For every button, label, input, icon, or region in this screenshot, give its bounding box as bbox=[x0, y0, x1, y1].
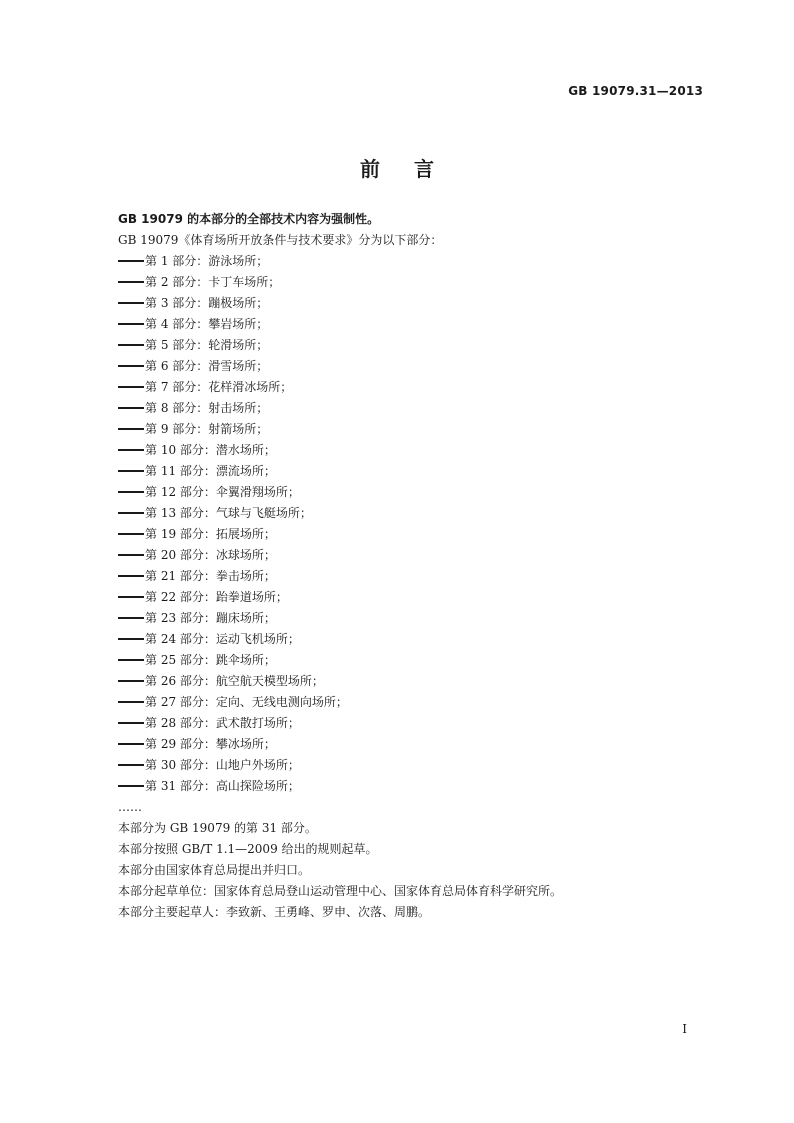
part-label: 第 2 部分：卡丁车场所； bbox=[145, 275, 281, 289]
em-dash-mark bbox=[118, 617, 144, 619]
part-label: 第 30 部分：山地户外场所； bbox=[145, 758, 300, 772]
em-dash-mark bbox=[118, 575, 144, 577]
part-list-item bbox=[118, 566, 718, 587]
part-list-item bbox=[118, 608, 718, 629]
closing-statement: 本部分为 GB 19079 的第 31 部分。 bbox=[118, 821, 317, 835]
em-dash-mark bbox=[118, 302, 144, 304]
part-label: 第 19 部分：拓展场所； bbox=[145, 527, 276, 541]
page-number: I bbox=[682, 1022, 687, 1036]
part-list-item bbox=[118, 335, 718, 356]
em-dash-mark bbox=[118, 659, 144, 661]
part-label: 第 28 部分：武术散打场所； bbox=[145, 716, 300, 730]
part-label: 第 20 部分：冰球场所； bbox=[145, 548, 276, 562]
em-dash-mark bbox=[118, 596, 144, 598]
em-dash-mark bbox=[118, 428, 144, 430]
mandatory-statement: GB 19079 的本部分的全部技术内容为强制性。 bbox=[118, 212, 380, 226]
em-dash-mark bbox=[118, 764, 144, 766]
em-dash-mark bbox=[118, 785, 144, 787]
part-label: 第 22 部分：跆拳道场所； bbox=[145, 590, 288, 604]
part-label: 第 26 部分：航空航天模型场所； bbox=[145, 674, 324, 688]
parts-list bbox=[118, 251, 718, 797]
em-dash-mark bbox=[118, 449, 144, 451]
part-label: 第 23 部分：蹦床场所； bbox=[145, 611, 276, 625]
part-label: 第 10 部分：潜水场所； bbox=[145, 443, 276, 457]
part-label: 第 25 部分：跳伞场所； bbox=[145, 653, 276, 667]
part-list-item bbox=[118, 419, 718, 440]
part-list-item bbox=[118, 272, 718, 293]
em-dash-mark bbox=[118, 323, 144, 325]
part-label: 第 9 部分：射箭场所； bbox=[145, 422, 269, 436]
part-list-item bbox=[118, 461, 718, 482]
em-dash-mark bbox=[118, 365, 144, 367]
part-list-item bbox=[118, 482, 718, 503]
ellipsis: …… bbox=[118, 800, 142, 814]
closing-statements bbox=[118, 818, 718, 923]
em-dash-mark bbox=[118, 281, 144, 283]
part-list-item bbox=[118, 776, 718, 797]
part-label: 第 7 部分：花样滑冰场所； bbox=[145, 380, 293, 394]
part-list-item bbox=[118, 650, 718, 671]
em-dash-mark bbox=[118, 722, 144, 724]
part-list-item bbox=[118, 671, 718, 692]
em-dash-mark bbox=[118, 407, 144, 409]
em-dash-mark bbox=[118, 533, 144, 535]
part-list-item bbox=[118, 587, 718, 608]
part-label: 第 21 部分：拳击场所； bbox=[145, 569, 276, 583]
part-label: 第 4 部分：攀岩场所； bbox=[145, 317, 269, 331]
part-label: 第 3 部分：蹦极场所； bbox=[145, 296, 269, 310]
structure-statement: GB 19079《体育场所开放条件与技术要求》分为以下部分： bbox=[118, 233, 443, 247]
foreword-body bbox=[118, 209, 718, 923]
em-dash-mark bbox=[118, 743, 144, 745]
part-list-item bbox=[118, 398, 718, 419]
closing-statement: 本部分由国家体育总局提出并归口。 bbox=[118, 863, 311, 877]
part-label: 第 24 部分：运动飞机场所； bbox=[145, 632, 300, 646]
em-dash-mark bbox=[118, 512, 144, 514]
part-list-item bbox=[118, 440, 718, 461]
part-list-item bbox=[118, 377, 718, 398]
part-label: 第 31 部分：高山探险场所； bbox=[145, 779, 300, 793]
closing-statement: 本部分主要起草人：李致新、王勇峰、罗申、次落、周鹏。 bbox=[118, 905, 431, 919]
closing-statement: 本部分按照 GB/T 1.1—2009 给出的规则起草。 bbox=[118, 842, 378, 856]
page-title: 前言 bbox=[360, 157, 468, 181]
part-list-item bbox=[118, 692, 718, 713]
part-list-item bbox=[118, 293, 718, 314]
part-list-item bbox=[118, 713, 718, 734]
part-list-item bbox=[118, 503, 718, 524]
part-label: 第 6 部分：滑雪场所； bbox=[145, 359, 269, 373]
part-list-item bbox=[118, 314, 718, 335]
part-label: 第 8 部分：射击场所； bbox=[145, 401, 269, 415]
part-list-item bbox=[118, 734, 718, 755]
part-list-item bbox=[118, 629, 718, 650]
part-label: 第 1 部分：游泳场所； bbox=[145, 254, 269, 268]
em-dash-mark bbox=[118, 701, 144, 703]
part-label: 第 5 部分：轮滑场所； bbox=[145, 338, 269, 352]
em-dash-mark bbox=[118, 344, 144, 346]
part-label: 第 13 部分：气球与飞艇场所； bbox=[145, 506, 312, 520]
part-list-item bbox=[118, 356, 718, 377]
part-label: 第 11 部分：漂流场所； bbox=[145, 464, 276, 478]
closing-statement: 本部分起草单位：国家体育总局登山运动管理中心、国家体育总局体育科学研究所。 bbox=[118, 884, 563, 898]
em-dash-mark bbox=[118, 260, 144, 262]
part-list-item bbox=[118, 545, 718, 566]
part-label: 第 12 部分：伞翼滑翔场所； bbox=[145, 485, 300, 499]
em-dash-mark bbox=[118, 491, 144, 493]
em-dash-mark bbox=[118, 554, 144, 556]
part-list-item bbox=[118, 524, 718, 545]
em-dash-mark bbox=[118, 386, 144, 388]
part-label: 第 27 部分：定向、无线电测向场所； bbox=[145, 695, 348, 709]
part-list-item bbox=[118, 755, 718, 776]
em-dash-mark bbox=[118, 470, 144, 472]
part-list-item bbox=[118, 251, 718, 272]
em-dash-mark bbox=[118, 680, 144, 682]
standard-code: GB 19079.31—2013 bbox=[568, 84, 703, 98]
part-label: 第 29 部分：攀冰场所； bbox=[145, 737, 276, 751]
em-dash-mark bbox=[118, 638, 144, 640]
